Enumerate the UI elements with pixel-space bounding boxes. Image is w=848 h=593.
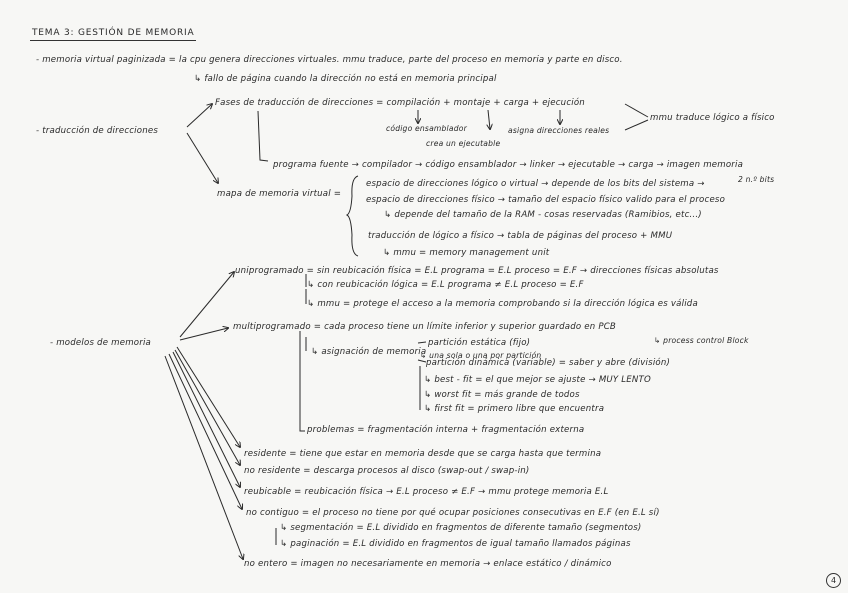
page-title: TEMA 3: GESTIÓN DE MEMORIA bbox=[32, 28, 195, 38]
note-page-fault: ↳ fallo de página cuando la dirección no está en memoria principal bbox=[194, 74, 497, 84]
note-bits-power: 2 n.º bits bbox=[738, 175, 775, 184]
note-fragmentation: problemas = fragmentación interna + fragmentación externa bbox=[307, 425, 585, 435]
note-non-resident: no residente = descarga procesos al disco (swap-out / swap-in) bbox=[244, 466, 530, 476]
note-physical-space: espacio de direcciones físico → tamaño del espacio físico valido para el proceso bbox=[366, 195, 726, 205]
note-compile-pipeline: programa fuente → compilador → código ensamblador → linker → ejecutable → carga → imagen memoria bbox=[273, 160, 744, 170]
note-real-addresses: asigna direcciones reales bbox=[508, 126, 610, 135]
page-number: 4 bbox=[826, 573, 841, 588]
note-best-fit: ↳ best - fit = el que mejor se ajuste → MUY LENTO bbox=[424, 375, 651, 385]
note-executable: crea un ejecutable bbox=[426, 139, 501, 148]
note-assembly-code: código ensamblador bbox=[386, 124, 467, 133]
note-logical-space: espacio de direcciones lógico o virtual → depende de los bits del sistema → bbox=[366, 179, 705, 189]
note-logical-relocation: ↳ con reubicación lógica = E.L programa ≠ E.L proceso = E.F bbox=[307, 280, 584, 290]
note-resident: residente = tiene que estar en memoria desde que se carga hasta que termina bbox=[244, 449, 602, 459]
note-static-partition: partición estática (fijo) bbox=[428, 338, 531, 348]
heading-memory-models: - modelos de memoria bbox=[50, 338, 152, 348]
note-non-entire: no entero = imagen no necesariamente en memoria → enlace estático / dinámico bbox=[244, 559, 612, 569]
note-dynamic-partition: partición dinámica (variable) = saber y abre (división) bbox=[426, 358, 671, 368]
note-one-per-partition: ↳ una sola o una por partición bbox=[420, 351, 542, 360]
note-paging: ↳ paginación = E.L dividido en fragmentos de igual tamaño llamados páginas bbox=[280, 539, 631, 549]
note-logical-to-physical: traducción de lógico a físico → tabla de páginas del proceso + MMU bbox=[368, 231, 673, 241]
note-uniprogrammed: uniprogramado = sin reubicación física = E.L programa = E.L proceso = E.F → direcciones físicas absolutas bbox=[235, 266, 719, 276]
note-multiprogrammed: multiprogramado = cada proceso tiene un límite inferior y superior guardado en PCB bbox=[233, 322, 617, 332]
note-translation-phases: Fases de traducción de direcciones = compilación + montaje + carga + ejecución bbox=[215, 98, 585, 108]
note-ram-size: ↳ depende del tamaño de la RAM - cosas reservadas (Ramibios, etc...) bbox=[384, 210, 702, 220]
note-pcb: ↳ process control Block bbox=[654, 336, 749, 345]
note-relocatable: reubicable = reubicación física → E.L proceso ≠ E.F → mmu protege memoria E.L bbox=[244, 487, 609, 497]
note-mmu-protection: ↳ mmu = protege el acceso a la memoria comprobando si la dirección lógica es válida bbox=[307, 299, 698, 309]
note-non-contiguous: no contiguo = el proceso no tiene por qué ocupar posiciones consecutivas en E.F (en E.L sí) bbox=[246, 508, 660, 518]
heading-address-translation: - traducción de direcciones bbox=[36, 126, 159, 136]
heading-virtual-map: mapa de memoria virtual = bbox=[217, 189, 342, 199]
note-first-fit: ↳ first fit = primero libre que encuentra bbox=[424, 404, 605, 414]
note-worst-fit: ↳ worst fit = más grande de todos bbox=[424, 390, 580, 400]
note-virtual-memory: - memoria virtual paginizada = la cpu genera direcciones virtuales. mmu traduce, parte del proceso en memoria y parte en disco. bbox=[36, 55, 623, 65]
note-memory-allocation: ↳ asignación de memoria bbox=[311, 347, 427, 357]
note-mmu-definition: ↳ mmu = memory management unit bbox=[383, 248, 550, 258]
note-mmu-translate: mmu traduce lógico a físico bbox=[650, 113, 775, 123]
note-segmentation: ↳ segmentación = E.L dividido en fragmentos de diferente tamaño (segmentos) bbox=[280, 523, 642, 533]
